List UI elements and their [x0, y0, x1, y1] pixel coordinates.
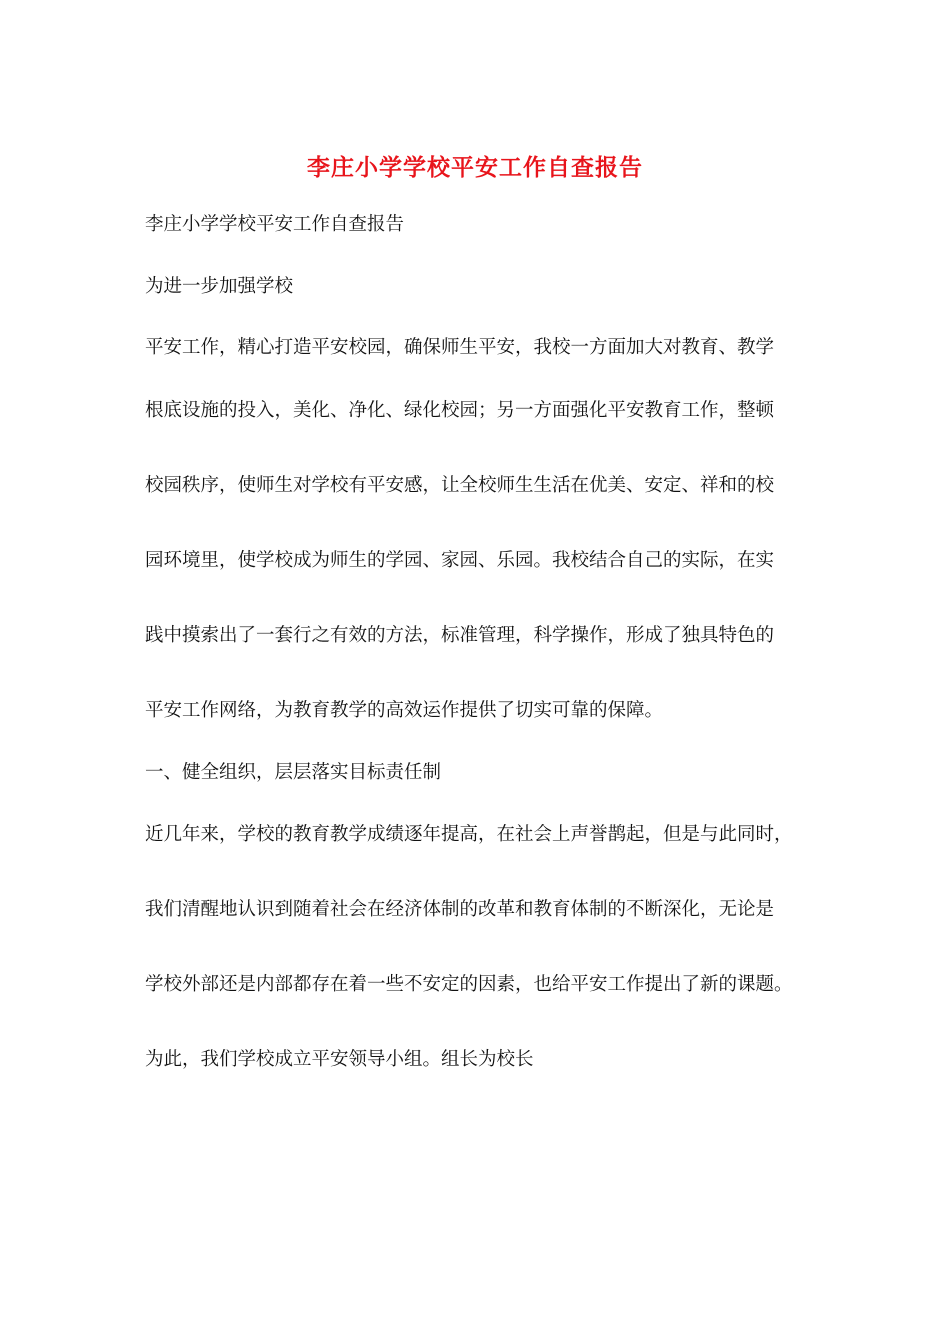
body-line: 平安工作，精心打造平安校园，确保师生平安，我校一方面加大对教育、教学: [145, 337, 775, 358]
body-line: 平安工作网络，为教育教学的高效运作提供了切实可靠的保障。: [145, 700, 664, 721]
body-line: 我们清醒地认识到随着社会在经济体制的改革和教育体制的不断深化，无论是: [145, 899, 775, 920]
body-line: 根底设施的投入，美化、净化、绿化校园；另一方面强化平安教育工作，整顿: [145, 400, 775, 421]
section-heading: 一、健全组织，层层落实目标责任制: [145, 762, 442, 783]
body-line: 为进一步加强学校: [145, 276, 294, 297]
body-line: 校园秩序，使师生对学校有平安感，让全校师生生活在优美、安定、祥和的校: [145, 475, 775, 496]
body-line: 学校外部还是内部都存在着一些不安定的因素，也给平安工作提出了新的课题。: [145, 974, 793, 995]
body-line-subtitle: 李庄小学学校平安工作自查报告: [145, 214, 405, 235]
body-line: 近几年来，学校的教育教学成绩逐年提高，在社会上声誉鹊起，但是与此同时，: [145, 824, 793, 845]
body-line: 园环境里，使学校成为师生的学园、家园、乐园。我校结合自己的实际，在实: [145, 550, 775, 571]
body-line: 为此，我们学校成立平安领导小组。组长为校长: [145, 1049, 534, 1070]
document-title: 李庄小学学校平安工作自查报告: [307, 155, 643, 181]
body-line: 践中摸索出了一套行之有效的方法，标准管理，科学操作，形成了独具特色的: [145, 625, 775, 646]
